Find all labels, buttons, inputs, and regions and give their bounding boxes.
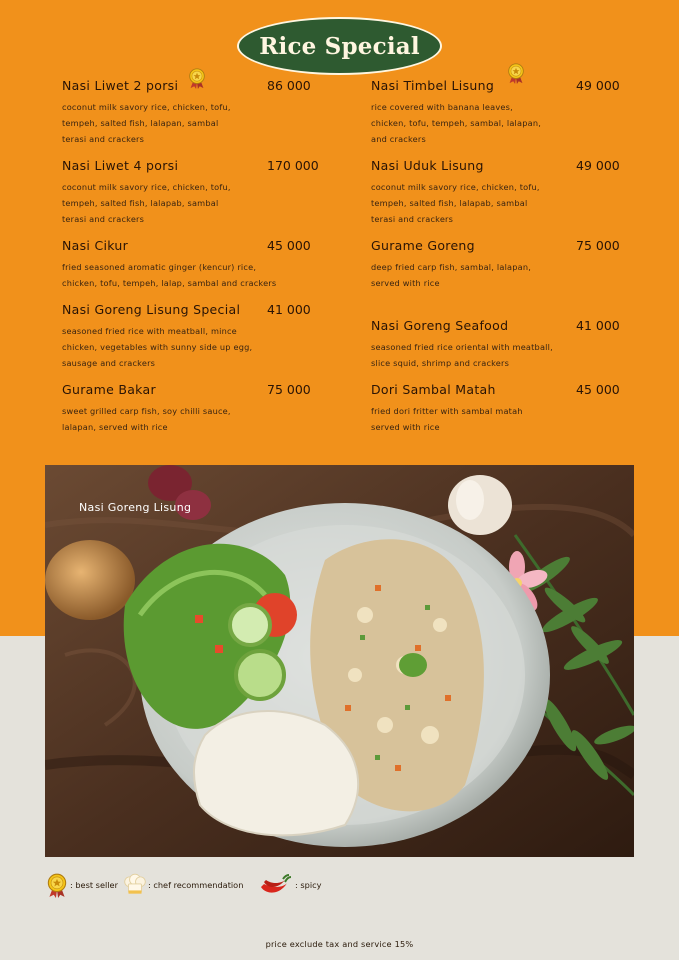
menu-item-description: seasoned fried rice oriental with meatball, slice squid, shrimp and crackers — [371, 342, 553, 368]
legend-chef-recommendation — [122, 872, 243, 898]
menu-item-description: coconut milk savory rice, chicken, tofu, tempeh, salted fish, lalapab, sambal terasi and crackers — [371, 182, 540, 224]
menu-item-description: coconut milk savory rice, chicken, tofu, tempeh, salted fish, lalapan, sambal terasi and crackers — [62, 102, 231, 144]
menu-item-description: sweet grilled carp fish, soy chilli sauce, lalapan, served with rice — [62, 406, 231, 432]
menu-item-name: Nasi Cikur — [62, 238, 129, 253]
menu-item-name: Gurame Goreng — [371, 238, 475, 253]
menu-item-name: Nasi Timbel Lisung — [371, 78, 495, 93]
page-title: Rice Special — [259, 32, 420, 60]
menu-item-price: 49 000 — [576, 158, 620, 173]
menu-item-nasi-goreng-seafood[interactable] — [371, 318, 631, 371]
menu-item-price: 45 000 — [267, 238, 311, 253]
menu-item-price: 75 000 — [576, 238, 620, 253]
photo-caption: Nasi Goreng Lisung — [79, 501, 192, 514]
menu-item-name: Nasi Liwet 2 porsi — [62, 78, 179, 93]
title-banner — [237, 17, 442, 75]
menu-item-price: 86 000 — [267, 78, 311, 93]
legend-best-seller — [44, 872, 118, 898]
food-photo-nasi-goreng-lisung — [45, 465, 634, 857]
menu-item-nasi-cikur[interactable] — [62, 238, 342, 291]
menu-item-price: 41 000 — [267, 302, 311, 317]
menu-item-price: 170 000 — [267, 158, 319, 173]
menu-item-nasi-liwet-4[interactable] — [62, 158, 322, 227]
menu-item-name: Dori Sambal Matah — [371, 382, 496, 397]
menu-item-price: 75 000 — [267, 382, 311, 397]
menu-item-gurame-bakar[interactable] — [62, 382, 322, 435]
menu-item-description: fried seasoned aromatic ginger (kencur) rice, chicken, tofu, tempeh, lalap, sambal and crackers — [62, 262, 277, 288]
legend-best-seller-label: : best seller — [70, 880, 118, 890]
menu-item-nasi-timbel-lisung[interactable] — [371, 78, 631, 147]
chili-icon — [258, 872, 292, 898]
best-seller-icon — [505, 62, 527, 84]
menu-item-name: Nasi Goreng Seafood — [371, 318, 509, 333]
menu-item-description: coconut milk savory rice, chicken, tofu, tempeh, salted fish, lalapab, sambal terasi and crackers — [62, 182, 231, 224]
menu-item-description: seasoned fried rice with meatball, mince chicken, vegetables with sunny side up egg, sausage and crackers — [62, 326, 253, 368]
menu-item-name: Gurame Bakar — [62, 382, 156, 397]
best-seller-icon — [186, 67, 208, 89]
food-photo-illustration — [45, 465, 634, 857]
legend-spicy — [258, 872, 321, 898]
tax-note: price exclude tax and service 15% — [265, 939, 414, 949]
menu-item-name: Nasi Uduk Lisung — [371, 158, 484, 173]
chef-hat-icon — [122, 872, 148, 898]
menu-item-nasi-goreng-lisung-special[interactable] — [62, 302, 322, 371]
menu-item-price: 41 000 — [576, 318, 620, 333]
menu-item-dori-sambal-matah[interactable] — [371, 382, 631, 435]
menu-item-description: rice covered with banana leaves, chicken, tofu, tempeh, sambal, lalapan, and crackers — [371, 102, 542, 144]
menu-item-price: 49 000 — [576, 78, 620, 93]
menu-item-name: Nasi Goreng Lisung Special — [62, 302, 241, 317]
legend-chef-recommendation-label: : chef recommendation — [148, 880, 244, 890]
menu-item-description: fried dori fritter with sambal matah served with rice — [371, 406, 523, 432]
legend-spicy-label: : spicy — [295, 880, 322, 890]
menu-item-gurame-goreng[interactable] — [371, 238, 631, 291]
menu-item-name: Nasi Liwet 4 porsi — [62, 158, 179, 173]
menu-item-description: deep fried carp fish, sambal, lalapan, served with rice — [371, 262, 532, 288]
menu-item-nasi-uduk-lisung[interactable] — [371, 158, 631, 227]
best-seller-icon — [44, 872, 70, 898]
menu-item-price: 45 000 — [576, 382, 620, 397]
